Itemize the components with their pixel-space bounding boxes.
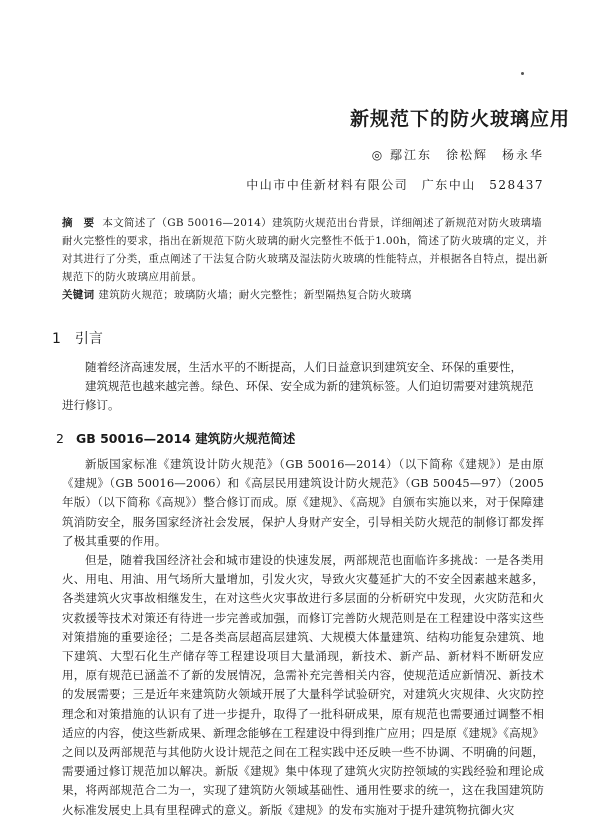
section-2-paragraph: 新版国家标准《建筑设计防火规范》（GB 50016—2014）（以下简称《建规》）是由原《建规》（GB 50016—2006）和《高层民用建筑设计防火规范》（GB 50045—97）（2005年版）（以下简称《高规》）整合修订而成。原《建规》、《高规》自颁布实施以来，对于保障建筑消防安全，服务国家经济社会发展，保护人身财产安全，引导相关防火规范的制修订都发挥了极其重要的作用。 [62,457,544,548]
abstract-label: 摘 要 [62,217,95,229]
section-1-title: 引言 [74,331,103,347]
section-1-heading [52,328,103,348]
section-1-number: 1 [52,331,61,347]
abstract-block [62,214,550,304]
section-2-heading [56,429,295,447]
section-1-paragraph: 随着经济高速发展，生活水平的不断提高，人们日益意识到建筑安全、环保的重要性， [85,360,522,374]
paper-title: 新规范下的防火玻璃应用 [349,108,570,130]
affiliation: 中山市中佳新材料有限公司 广东中山 528437 [246,178,544,192]
author-list: ◎ 鄢江东 徐松辉 杨永华 [371,148,544,162]
keywords-paragraph [62,286,550,304]
scan-speck [521,72,524,75]
section-2-paragraph: 但是，随着我国经济社会和城市建设的快速发展，两部规范也面临许多挑战：一是各类用火、用电、用油、用气场所大量增加，引发火灾，导致火灾蔓延扩大的不安全因素越来越多，各类建筑火灾事故相继发生，在对这些火灾事故进行多层面的分析研究中发现，火灾防范和火灾救援等技术对策还有待进一步完善或加强，而修订完善防火规范则是在工程建设中落实这些对策措施的重要途径；二是各类高层超高层建筑、大规模大体量建筑、结构功能复杂建筑、地下建筑、大型石化生产储存等工程建设项目大量涌现，新技术、新产品、新材料不断研发应用，原有规范已涵盖不了新的发展情况，急需补充完善相关内容，使规范适应新情况、新技术的发展需要；三是近年来建筑防火领域开展了大量科学试验研究，对建筑火灾规律、火灾防控理念和对策措施的认识有了进一步提升，取得了一批科研成果，原有规范也需要通过调整不相适应的内容，使这些新成果、新理念能够在工程建设中得到推广应用；四是原《建规》《高规》之间以及两部规范与其他防火设计规范之间在工程实践中还反映一些不协调、不明确的问题，需要通过修订规范加以解决。新版《建规》集中体现了建筑火灾防控领域的实践经验和理论成果，将两部规范合二为一，实现了建筑防火领域基础性、通用性要求的统一，这在我国建筑防火标准发展史上具有里程碑式的意义。新版《建规》的发布实施对于提升建筑物抗御火灾 [62,553,544,817]
keywords-label: 关键词 [62,289,95,301]
section-2-title: GB 50016—2014 建筑防火规范简述 [75,431,296,446]
section-1-body [62,358,544,415]
abstract-text: 本文简述了（GB 50016—2014）建筑防火规范出台背景，详细阐述了新规范对防火玻璃墙耐火完整性的要求，指出在新规范下防火玻璃的耐火完整性不低于1.00h，简述了防火玻璃的定义，并对其进行了分类，重点阐述了干法复合防火玻璃及湿法防火玻璃的性能特点，并根据各自特点，提出新规范下的防火玻璃应用前景。 [62,217,548,283]
abstract-paragraph [62,214,550,286]
section-1-paragraph: 建筑规范也越来越完善。绿色、环保、安全成为新的建筑标签。人们迫切需要对建筑规范进行修订。 [62,379,534,412]
keywords-text: 建筑防火规范；玻璃防火墙；耐火完整性；新型隔热复合防火玻璃 [98,289,412,301]
section-2-number: 2 [56,431,64,446]
section-2-body [62,455,544,820]
